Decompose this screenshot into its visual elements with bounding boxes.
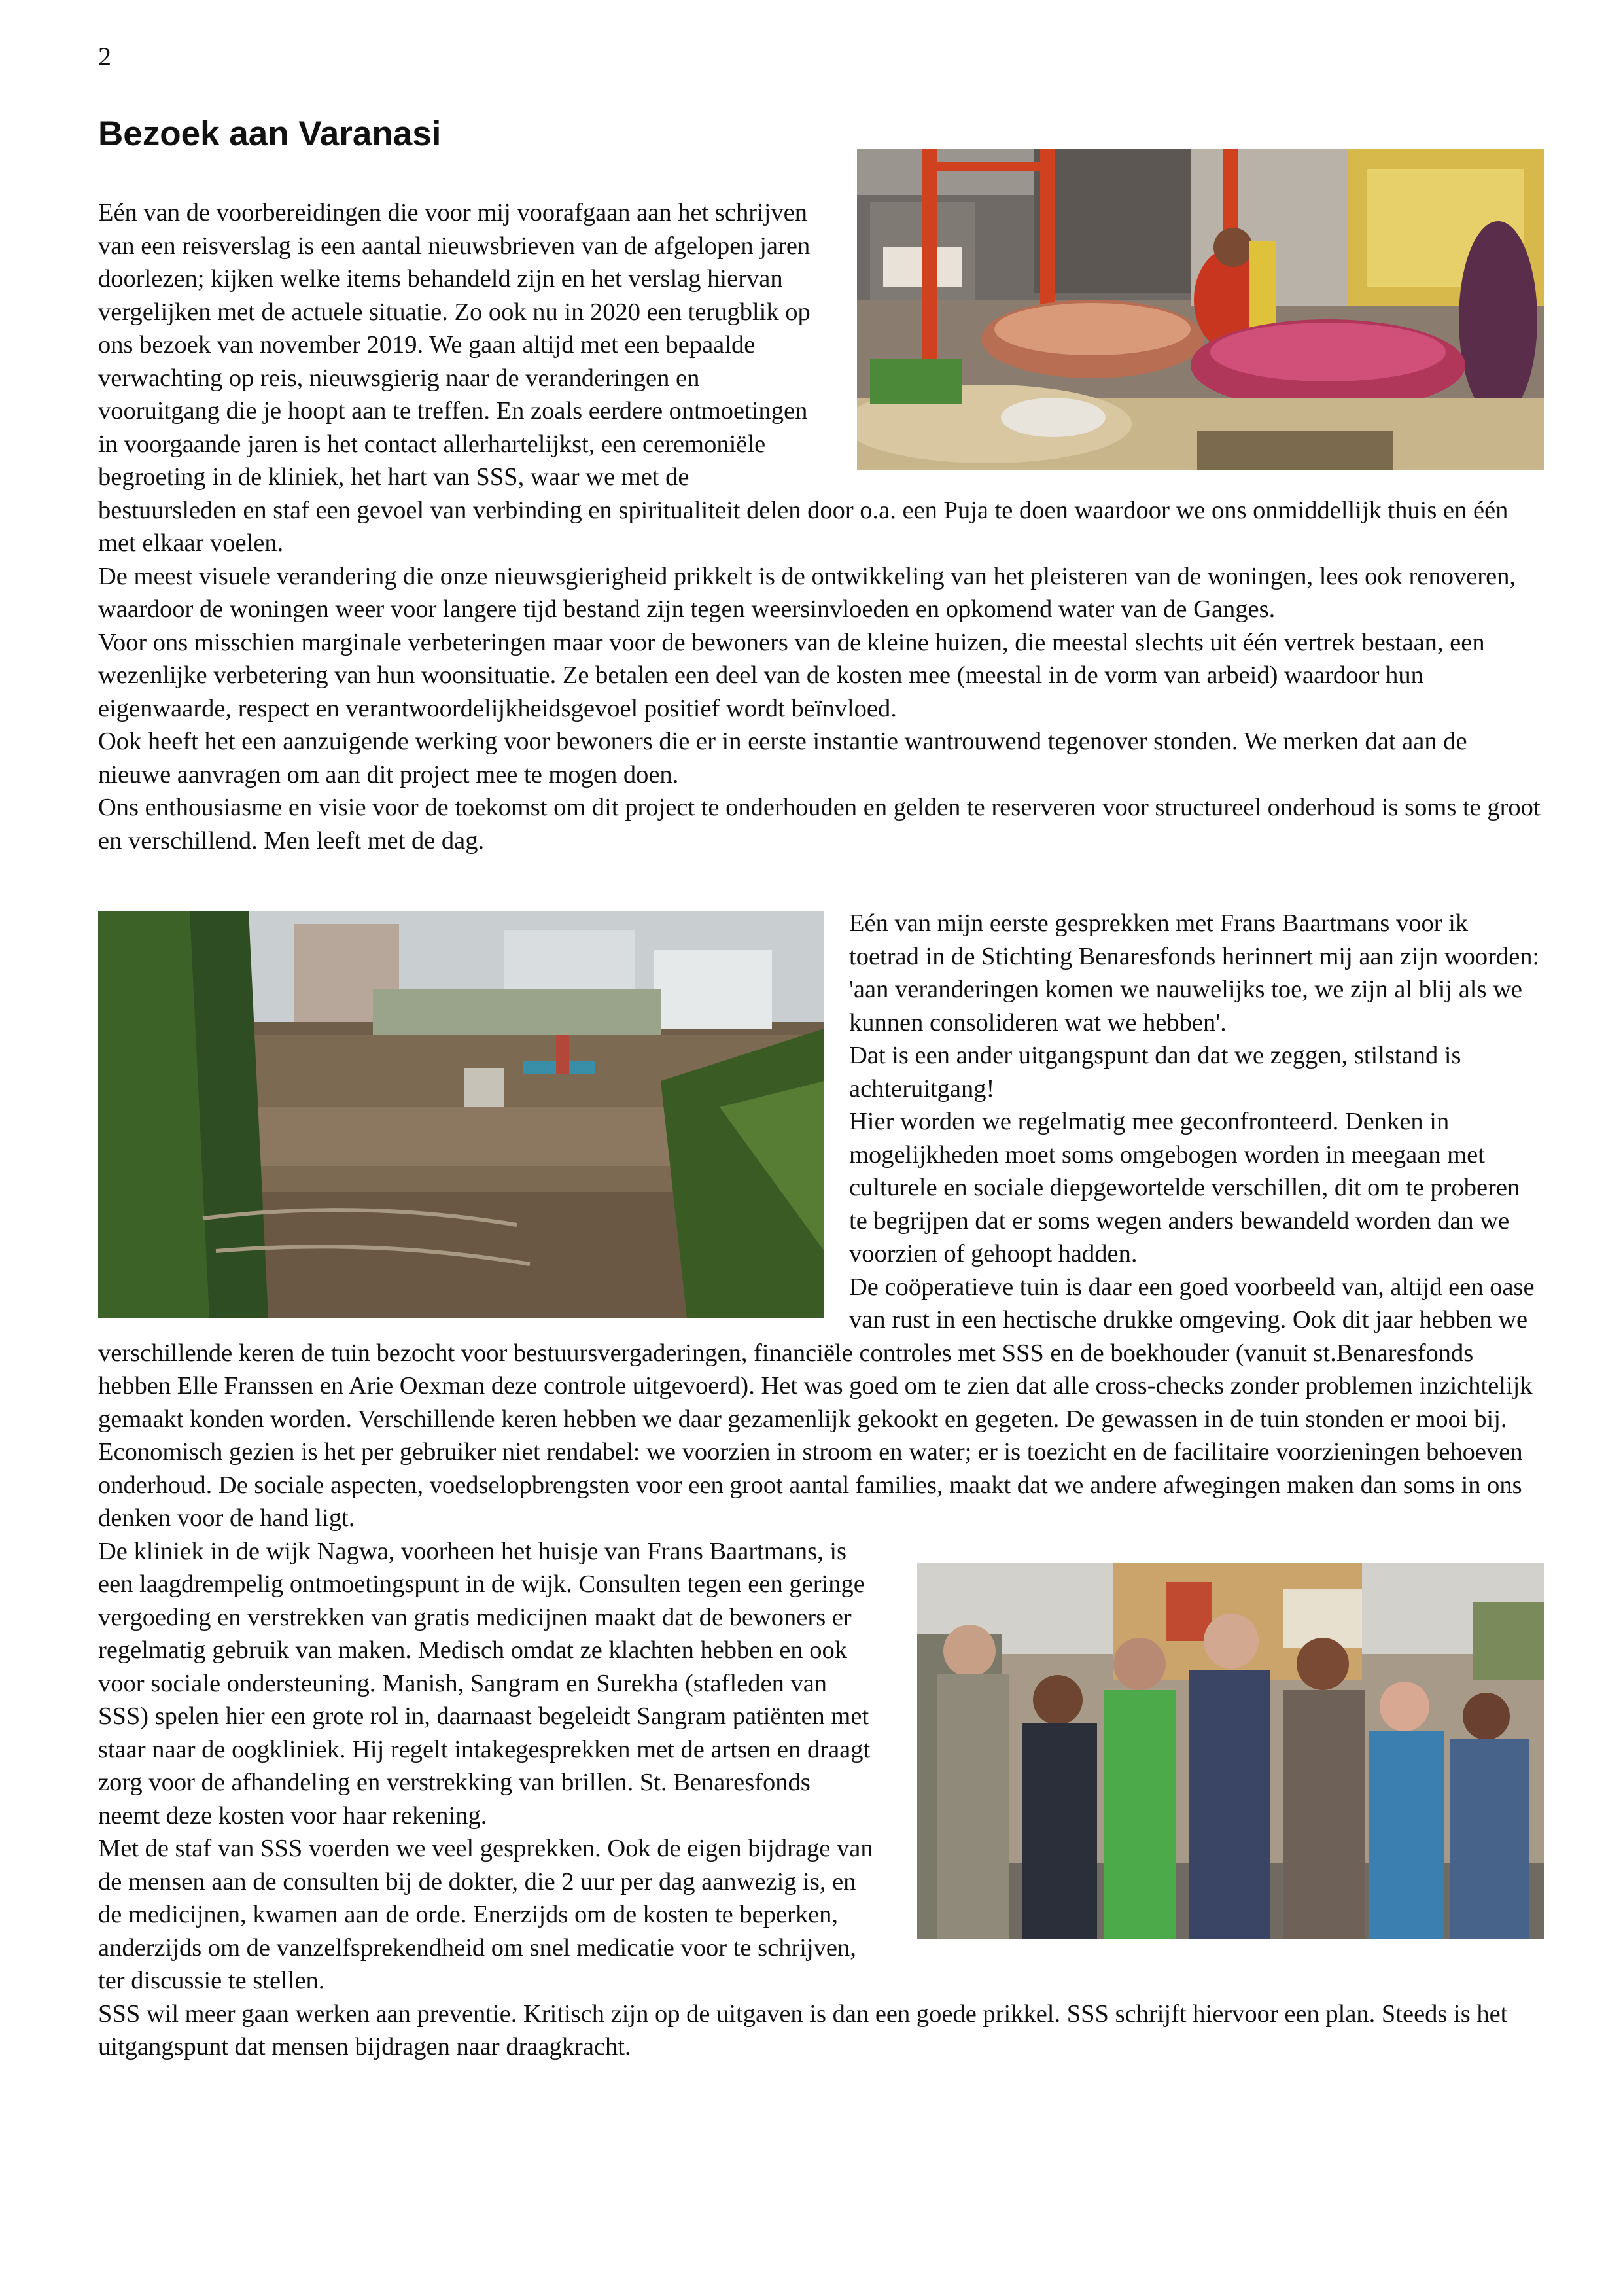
paragraph-prevention: SSS wil meer gaan werken aan preventie. Kritisch zijn op de uitgaven is dan een goede prikkel. SSS schrijft hiervoor een plan. Steeds is het uitgangspunt dat mensen bijdragen naar draagkracht. [98,2000,1508,2060]
paragraph-confrontation: Hier worden we regelmatig mee geconfronteerd. Denken in mogelijkheden moet soms omgebogen worden in meegaan met culturele en sociale diepgewortelde verschillen, dit om te proberen te begrijpen dat er soms wegen anders bewandeld worden dan we voorzien of gehoopt hadden. [849,1108,1520,1267]
group-photo [917,1563,1544,1939]
paragraph-frans-quote: Eén van mijn eerste gesprekken met Frans Baartmans voor ik toetrad in de Stichting Benaresfonds herinnert mij aan zijn woorden: 'aan veranderingen komen we nauwelijks toe, we zijn al blij als we kunnen consolideren wat we hebben'. [849,910,1540,1036]
market-stall-photo [857,149,1544,470]
page-number: 2 [98,42,111,71]
article-body [98,196,1544,2064]
paragraph-attraction: Ook heeft het een aanzuigende werking voor bewoners die er in eerste instantie wantrouwend tegenover stonden. We merken dat aan de nieuwe aanvragen om aan dit project mee te mogen doen. [98,728,1467,788]
page-title: Bezoek aan Varanasi [98,115,442,153]
paragraph-plastering: De meest visuele verandering die onze nieuwsgierigheid prikkelt is de ontwikkeling van het pleisteren van de woningen, lees ook renoveren, waardoor de woningen weer voor langere tijd bestand zijn tegen weersinvloeden en opkomend water van de Ganges. [98,562,1516,623]
paragraph-maintenance: Ons enthousiasme en visie voor de toekomst om dit project te onderhouden en gelden te reserveren voor structureel onderhoud is soms te groot en verschillend. Men leeft met de dag. [98,794,1541,855]
paragraph-staff-talks: Met de staf van SSS voerden we veel gesprekken. Ook de eigen bijdrage van de mensen aan de consulten bij de dokter, die 2 uur per dag aanwezig is, en de medicijnen, kwamen aan de orde. Enerzijds om de kosten te beperken, anderzijds om de vanzelfsprekendheid om snel medicatie voor te schrijven, ter discussie te stellen. [98,1835,873,1994]
paragraph-improvements: Voor ons misschien marginale verbeteringen maar voor de bewoners van de kleine huizen, die meestal slechts uit één vertrek bestaan, een wezenlijke verbetering van hun woonsituatie. Ze betalen een deel van de kosten mee (meestal in de vorm van arbeid) waardoor hun eigenwaarde, respect en verantwoordelijkheidsgevoel positief wordt beïnvloed. [98,628,1485,722]
paragraph-standstill: Dat is een ander uitgangspunt dan dat we zeggen, stilstand is achteruitgang! [849,1042,1461,1103]
paragraph-cooperative-garden: De coöperatieve tuin is daar een goed voorbeeld van, altijd een oase van rust in een hectische drukke omgeving. Ook dit jaar hebben we verschillende keren de tuin bezocht voor bestuursvergaderingen, financiële controles met SSS en de boekhouder (vanuit st.Benaresfonds hebben Elle Franssen en Arie Oexman deze controle uitgevoerd). Het was goed om te zien dat alle cross-checks zonder problemen inzichtelijk gemaakt konden worden. Verschillende keren hebben we daar gezamenlijk gekookt en gegeten. De gewassen in de tuin stonden er mooi bij. Economisch gezien is het per gebruiker niet rendabel: we voorzien in stroom en water; er is toezicht en de facilitaire voorzieningen behoeven onderhoud. De sociale aspecten, voedselopbrengsten voor een groot aantal families, maakt dat we andere afwegingen maken dan soms in ons denken voor de hand ligt. [98,1273,1535,1532]
garden-photo [98,911,824,1318]
paragraph-clinic: De kliniek in de wijk Nagwa, voorheen het huisje van Frans Baartmans, is een laagdrempelig ontmoetingspunt in de wijk. Consulten tegen een geringe vergoeding en verstrekken van gratis medicijnen maakt dat de bewoners er regelmatig gebruik van maken. Medisch omdat ze klachten hebben en ook voor sociale ondersteuning. Manish, Sangram en Surekha (stafleden van SSS) spelen hier een grote rol in, daarnaast begeleidt Sangram patiënten met staar naar de oogkliniek. Hij regelt intakegesprekken met de artsen en draagt zorg voor de afhandeling en verstrekking van brillen. St. Benaresfonds neemt deze kosten voor haar rekening. [98,1537,871,1829]
paragraph-intro: Eén van de voorbereidingen die voor mij voorafgaan aan het schrijven van een reisverslag is een aantal nieuwsbrieven van de afgelopen jaren doorlezen; kijken welke items behandeld zijn en het verslag hiervan vergelijken met de actuele situatie. Zo ook nu in 2020 een terugblik op ons bezoek van november 2019. We gaan altijd met een bepaalde verwachting op reis, nieuwsgierig naar de veranderingen en vooruitgang die je hoopt aan te treffen. En zoals eerdere ontmoetingen in voorgaande jaren is het contact allerhartelijkst, een ceremoniële begroeting in de kliniek, het hart van SSS, waar we met de bestuursleden en staf een gevoel van verbinding en spiritualiteit delen door o.a. een Puja te doen waardoor we ons onmiddellijk thuis en één met elkaar voelen. [98,199,1509,557]
